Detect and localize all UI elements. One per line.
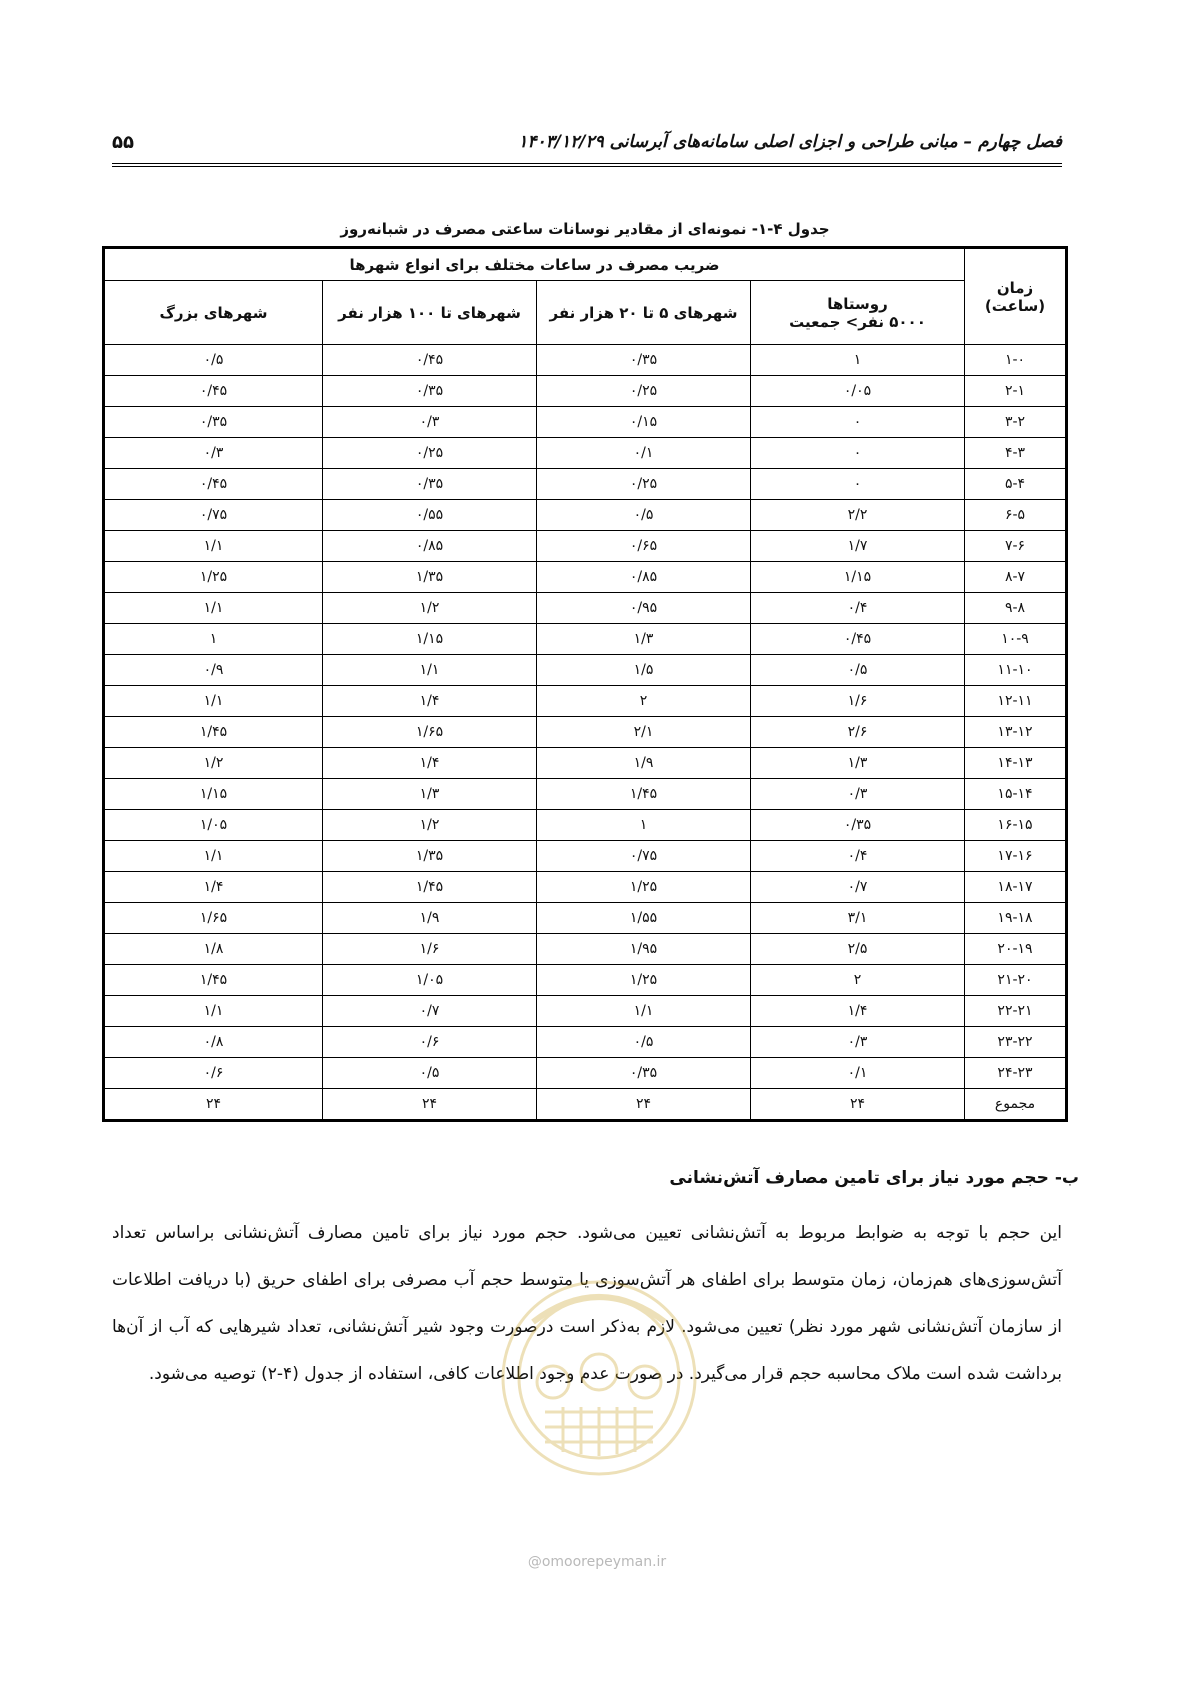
table-row [104, 779, 1067, 810]
cell-time: ۱-۰ [965, 345, 1067, 376]
cell-time: ۱۳-۱۲ [965, 717, 1067, 748]
cell-small: ۰/۸۵ [537, 562, 751, 593]
group-header: ضریب مصرف در ساعات مختلف برای انواع شهرها [104, 248, 965, 281]
cell-small: ۲۴ [537, 1089, 751, 1121]
table-row [104, 624, 1067, 655]
cell-time: ۲۰-۱۹ [965, 934, 1067, 965]
cell-rural: ۲۴ [751, 1089, 965, 1121]
cell-medium: ۰/۶ [323, 1027, 537, 1058]
table-row [104, 593, 1067, 624]
cell-rural: ۰ [751, 438, 965, 469]
table-row [104, 1058, 1067, 1089]
cell-medium: ۱/۶ [323, 934, 537, 965]
table-row [104, 376, 1067, 407]
cell-large: ۱/۱ [104, 996, 323, 1027]
rural-column-header [751, 281, 965, 345]
table-row [104, 562, 1067, 593]
table-row [104, 655, 1067, 686]
cell-medium: ۱/۱ [323, 655, 537, 686]
cell-small: ۰/۲۵ [537, 376, 751, 407]
cell-rural: ۱/۳ [751, 748, 965, 779]
cell-small: ۱ [537, 810, 751, 841]
cell-large: ۱/۲ [104, 748, 323, 779]
cell-large: ۰/۷۵ [104, 500, 323, 531]
cell-medium: ۱/۶۵ [323, 717, 537, 748]
cell-time: ۱۴-۱۳ [965, 748, 1067, 779]
cell-medium: ۱/۰۵ [323, 965, 537, 996]
cell-time: مجموع [965, 1089, 1067, 1121]
rural-header-label: روستاها [827, 294, 888, 313]
cell-time: ۱۹-۱۸ [965, 903, 1067, 934]
cell-large: ۰/۴۵ [104, 376, 323, 407]
cell-rural: ۰/۴ [751, 593, 965, 624]
cell-small: ۱/۲۵ [537, 965, 751, 996]
cell-time: ۶-۵ [965, 500, 1067, 531]
cell-time: ۲۴-۲۳ [965, 1058, 1067, 1089]
small-city-column-header: شهرهای ۵ تا ۲۰ هزار نفر [537, 281, 751, 345]
cell-rural: ۱/۴ [751, 996, 965, 1027]
cell-rural: ۰ [751, 469, 965, 500]
cell-large: ۱/۶۵ [104, 903, 323, 934]
cell-medium: ۰/۸۵ [323, 531, 537, 562]
cell-time: ۲-۱ [965, 376, 1067, 407]
table-caption: جدول ۴-۱- نمونه‌ای از مقادیر نوسانات ساعتی مصرف در شبانه‌روز [340, 220, 830, 238]
cell-medium: ۰/۷ [323, 996, 537, 1027]
watermark-url: @omoorepeyman.ir [527, 1554, 667, 1570]
cell-large: ۰/۳۵ [104, 407, 323, 438]
cell-rural: ۰/۳۵ [751, 810, 965, 841]
cell-medium: ۰/۳۵ [323, 376, 537, 407]
cell-small: ۱/۵ [537, 655, 751, 686]
table-row [104, 686, 1067, 717]
cell-small: ۰/۵ [537, 1027, 751, 1058]
cell-small: ۲/۱ [537, 717, 751, 748]
cell-large: ۲۴ [104, 1089, 323, 1121]
large-city-column-header: شهرهای بزرگ [104, 281, 323, 345]
cell-small: ۰/۷۵ [537, 841, 751, 872]
cell-small: ۱/۵۵ [537, 903, 751, 934]
cell-large: ۱/۱ [104, 686, 323, 717]
cell-medium: ۱/۳ [323, 779, 537, 810]
cell-small: ۲ [537, 686, 751, 717]
cell-rural: ۰/۵ [751, 655, 965, 686]
page-header [112, 128, 1062, 168]
cell-small: ۰/۳۵ [537, 345, 751, 376]
cell-large: ۱/۱ [104, 531, 323, 562]
cell-medium: ۱/۲ [323, 593, 537, 624]
table-row [104, 841, 1067, 872]
cell-time: ۵-۴ [965, 469, 1067, 500]
cell-rural: ۰/۳ [751, 779, 965, 810]
rural-header-population: ۵۰۰۰ نفر> جمعیت [789, 312, 926, 331]
cell-time: ۱۶-۱۵ [965, 810, 1067, 841]
table-row [104, 872, 1067, 903]
cell-large: ۱/۸ [104, 934, 323, 965]
cell-large: ۱/۰۵ [104, 810, 323, 841]
cell-medium: ۰/۵۵ [323, 500, 537, 531]
cell-time: ۳-۲ [965, 407, 1067, 438]
time-header-unit: (ساعت) [984, 296, 1046, 315]
cell-time: ۱۲-۱۱ [965, 686, 1067, 717]
table-body [104, 345, 1067, 1121]
cell-rural: ۰/۱ [751, 1058, 965, 1089]
cell-large: ۰/۵ [104, 345, 323, 376]
cell-large: ۱/۱ [104, 841, 323, 872]
cell-time: ۱۰-۹ [965, 624, 1067, 655]
medium-city-column-header: شهرهای تا ۱۰۰ هزار نفر [323, 281, 537, 345]
cell-rural: ۱ [751, 345, 965, 376]
cell-small: ۱/۲۵ [537, 872, 751, 903]
cell-time: ۱۸-۱۷ [965, 872, 1067, 903]
cell-large: ۰/۳ [104, 438, 323, 469]
cell-small: ۰/۹۵ [537, 593, 751, 624]
table-row [104, 810, 1067, 841]
table-row [104, 469, 1067, 500]
cell-rural: ۲/۶ [751, 717, 965, 748]
cell-time: ۸-۷ [965, 562, 1067, 593]
table-row [104, 500, 1067, 531]
page-number: ۵۵ [112, 132, 134, 153]
cell-time: ۱۷-۱۶ [965, 841, 1067, 872]
cell-rural: ۲/۵ [751, 934, 965, 965]
cell-large: ۱/۴ [104, 872, 323, 903]
cell-small: ۱/۴۵ [537, 779, 751, 810]
cell-time: ۷-۶ [965, 531, 1067, 562]
time-header-label: زمان [996, 278, 1034, 297]
cell-medium: ۱/۳۵ [323, 562, 537, 593]
cell-medium: ۱/۲ [323, 810, 537, 841]
table-row [104, 903, 1067, 934]
cell-large: ۰/۸ [104, 1027, 323, 1058]
cell-rural: ۰/۰۵ [751, 376, 965, 407]
cell-rural: ۰ [751, 407, 965, 438]
cell-large: ۱/۲۵ [104, 562, 323, 593]
section-heading: ب- حجم مورد نیاز برای تامین مصارف آتش‌نشانی [669, 1168, 1079, 1188]
cell-medium: ۲۴ [323, 1089, 537, 1121]
cell-small: ۰/۱ [537, 438, 751, 469]
cell-time: ۲۲-۲۱ [965, 996, 1067, 1027]
cell-time: ۲۱-۲۰ [965, 965, 1067, 996]
cell-rural: ۲/۲ [751, 500, 965, 531]
cell-time: ۹-۸ [965, 593, 1067, 624]
consumption-table [102, 246, 1068, 1122]
cell-rural: ۳/۱ [751, 903, 965, 934]
cell-medium: ۱/۴ [323, 748, 537, 779]
cell-small: ۰/۱۵ [537, 407, 751, 438]
cell-small: ۱/۱ [537, 996, 751, 1027]
cell-large: ۰/۴۵ [104, 469, 323, 500]
cell-medium: ۱/۱۵ [323, 624, 537, 655]
cell-rural: ۱/۷ [751, 531, 965, 562]
cell-medium: ۰/۲۵ [323, 438, 537, 469]
cell-large: ۰/۹ [104, 655, 323, 686]
cell-small: ۰/۳۵ [537, 1058, 751, 1089]
cell-rural: ۲ [751, 965, 965, 996]
table-row [104, 748, 1067, 779]
cell-medium: ۱/۳۵ [323, 841, 537, 872]
body-paragraph: این حجم با توجه به ضوابط مربوط به آتش‌نشانی تعیین می‌شود. حجم مورد نیاز برای تامین مصارف آتش‌نشانی براساس تعداد آتش‌سوزی‌های هم‌زمان، زمان متوسط برای اطفای هر آتش‌سوزی یا متوسط حجم آب مصرفی برای اطفای حریق (با دریافت اطلاعات از سازمان آتش‌نشانی شهر مورد نظر) تعیین می‌شود. لازم به‌ذکر است درصورت وجود شیر آتش‌نشانی، تعداد شیرهایی که آب از آن‌ها برداشت شده است ملاک محاسبه حجم قرار می‌گیرد. در صورت عدم وجود اطلاعات کافی، استفاده از جدول (۴-۲) توصیه می‌شود. [112, 1223, 1062, 1384]
table-row [104, 1027, 1067, 1058]
cell-large: ۱/۴۵ [104, 717, 323, 748]
table-row [104, 407, 1067, 438]
cell-rural: ۰/۴۵ [751, 624, 965, 655]
cell-rural: ۰/۳ [751, 1027, 965, 1058]
table-row [104, 345, 1067, 376]
cell-medium: ۱/۹ [323, 903, 537, 934]
table-row [104, 965, 1067, 996]
table-row [104, 531, 1067, 562]
header-rule [112, 163, 1062, 167]
cell-small: ۰/۶۵ [537, 531, 751, 562]
time-column-header [965, 248, 1067, 345]
cell-small: ۱/۹۵ [537, 934, 751, 965]
cell-medium: ۰/۵ [323, 1058, 537, 1089]
table-row [104, 996, 1067, 1027]
cell-medium: ۱/۴ [323, 686, 537, 717]
watermark-logo-icon [493, 1262, 705, 1494]
table-row [104, 1089, 1067, 1121]
cell-time: ۲۳-۲۲ [965, 1027, 1067, 1058]
cell-small: ۱/۳ [537, 624, 751, 655]
cell-rural: ۱/۶ [751, 686, 965, 717]
cell-large: ۱/۴۵ [104, 965, 323, 996]
cell-small: ۰/۵ [537, 500, 751, 531]
cell-large: ۱ [104, 624, 323, 655]
cell-small: ۱/۹ [537, 748, 751, 779]
cell-large: ۰/۶ [104, 1058, 323, 1089]
table-row [104, 934, 1067, 965]
cell-rural: ۰/۴ [751, 841, 965, 872]
cell-time: ۱۵-۱۴ [965, 779, 1067, 810]
cell-time: ۴-۳ [965, 438, 1067, 469]
table-row [104, 438, 1067, 469]
cell-rural: ۱/۱۵ [751, 562, 965, 593]
cell-medium: ۰/۴۵ [323, 345, 537, 376]
cell-medium: ۱/۴۵ [323, 872, 537, 903]
cell-small: ۰/۲۵ [537, 469, 751, 500]
cell-medium: ۰/۳۵ [323, 469, 537, 500]
cell-medium: ۰/۳ [323, 407, 537, 438]
cell-time: ۱۱-۱۰ [965, 655, 1067, 686]
chapter-title: فصل چهارم – مبانی طراحی و اجزای اصلی سامانه‌های آبرسانی ۱۴۰۳/۱۲/۲۹ [518, 132, 1062, 152]
cell-large: ۱/۱۵ [104, 779, 323, 810]
table-row [104, 717, 1067, 748]
cell-large: ۱/۱ [104, 593, 323, 624]
cell-rural: ۰/۷ [751, 872, 965, 903]
